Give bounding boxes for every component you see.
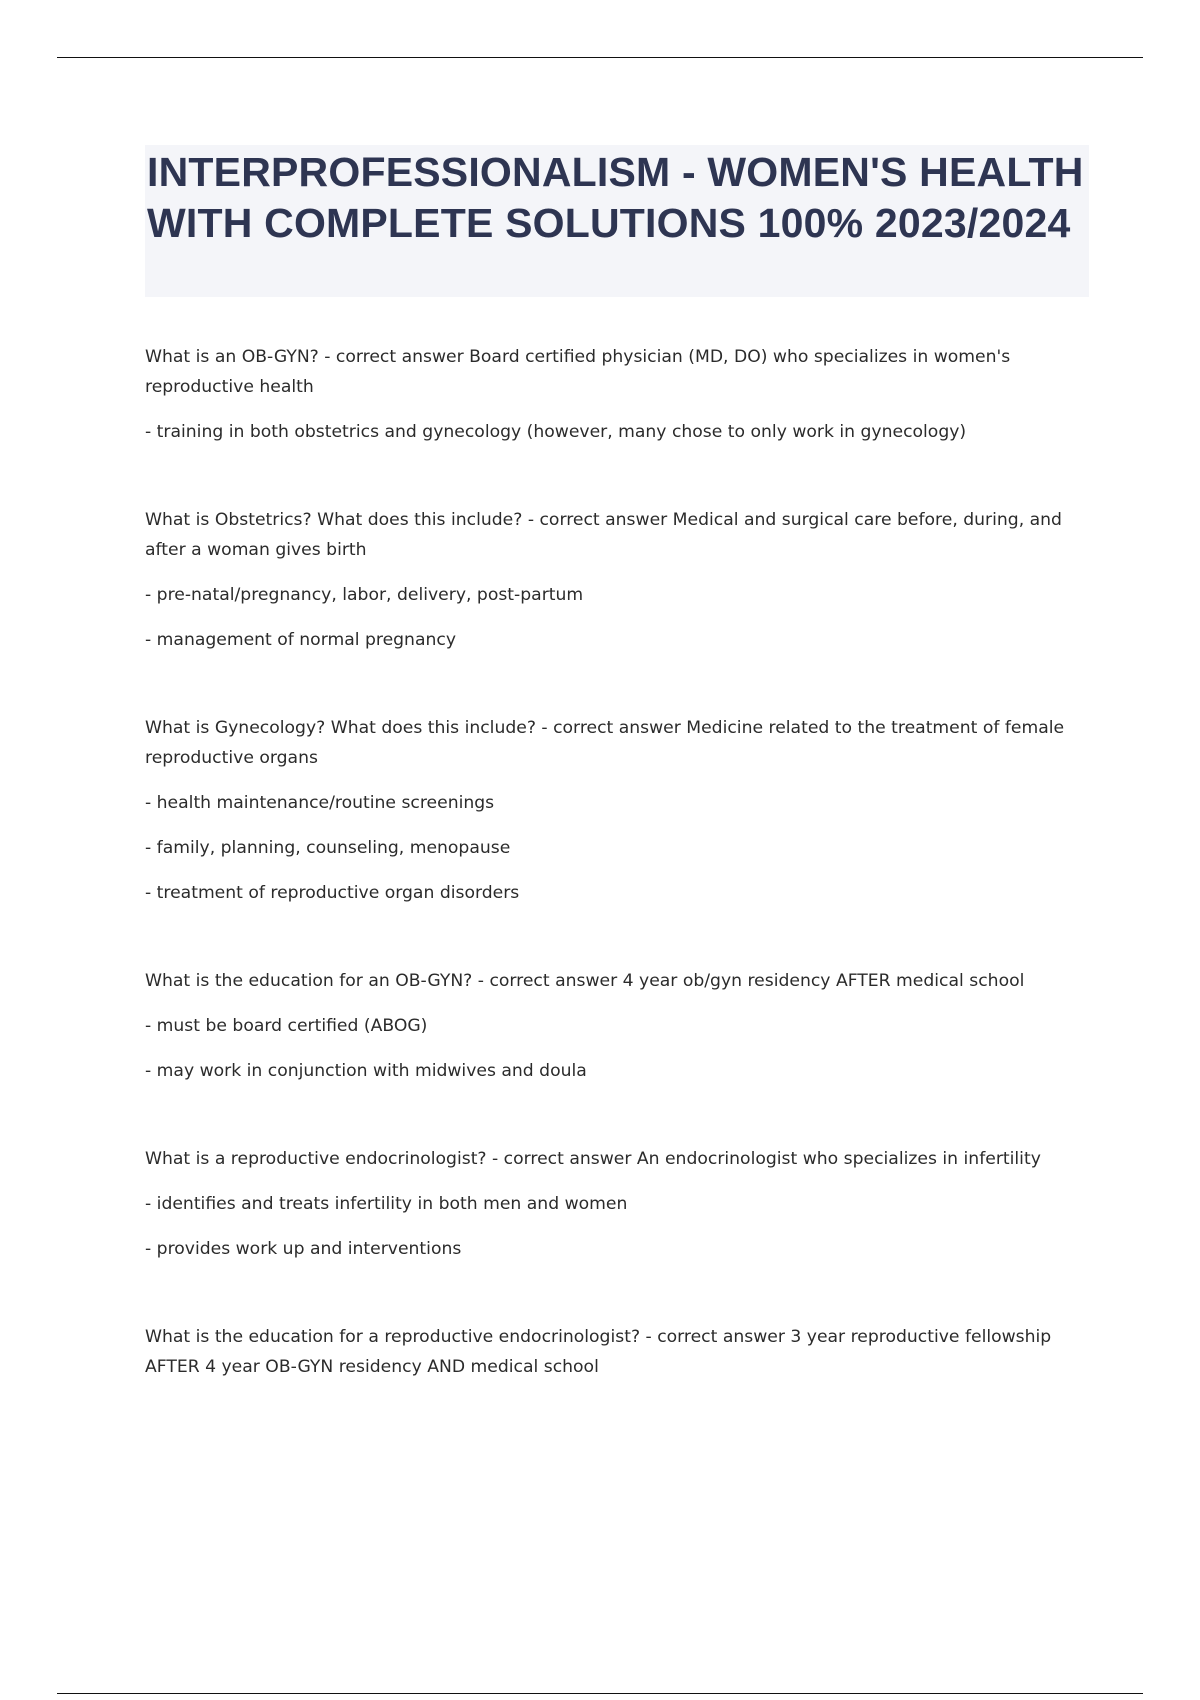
answer-bullet: - health maintenance/routine screenings: [145, 793, 495, 813]
answer-bullet: - pre-natal/pregnancy, labor, delivery, post-partum: [145, 585, 584, 605]
qa-item: [145, 713, 1085, 908]
question-text: What is the education for an OB-GYN? - correct answer 4 year ob/gyn residency AFTER medical school: [145, 971, 1025, 991]
question-text: What is a reproductive endocrinologist? - correct answer An endocrinologist who specializes in infertility: [145, 1149, 1041, 1169]
question-text: What is the education for a reproductive endocrinologist? - correct answer 3 year reproductive fellowship AFTER 4 year OB-GYN residency AND medical school: [145, 1327, 1052, 1377]
answer-bullet: - identifies and treats infertility in both men and women: [145, 1194, 628, 1214]
answer-bullet: - family, planning, counseling, menopause: [145, 838, 511, 858]
top-rule: [57, 57, 1143, 58]
question-text: What is Obstetrics? What does this include? - correct answer Medical and surgical care before, during, and after a woman gives birth: [145, 510, 1062, 560]
answer-bullet: - provides work up and interventions: [145, 1239, 462, 1259]
qa-item: [145, 1144, 1085, 1264]
answer-bullet: - training in both obstetrics and gynecology (however, many chose to only work in gynecology): [145, 422, 967, 442]
qa-item: [145, 1322, 1085, 1382]
document-title: INTERPROFESSIONALISM - WOMEN'S HEALTH WITH COMPLETE SOLUTIONS 100% 2023/2024: [147, 149, 1084, 246]
qa-item: [145, 505, 1085, 655]
answer-bullet: - treatment of reproductive organ disorders: [145, 883, 520, 903]
bottom-rule: [57, 1693, 1143, 1694]
title-block: [145, 145, 1089, 297]
answer-bullet: - must be board certified (ABOG): [145, 1016, 428, 1036]
qa-item: [145, 966, 1085, 1086]
qa-item: [145, 342, 1085, 447]
document-body: [145, 342, 1085, 1440]
question-text: What is an OB-GYN? - correct answer Board certified physician (MD, DO) who specializes in women's reproductive health: [145, 347, 1011, 397]
answer-bullet: - management of normal pregnancy: [145, 630, 457, 650]
answer-bullet: - may work in conjunction with midwives and doula: [145, 1061, 587, 1081]
question-text: What is Gynecology? What does this include? - correct answer Medicine related to the treatment of female reproductive organs: [145, 718, 1065, 768]
